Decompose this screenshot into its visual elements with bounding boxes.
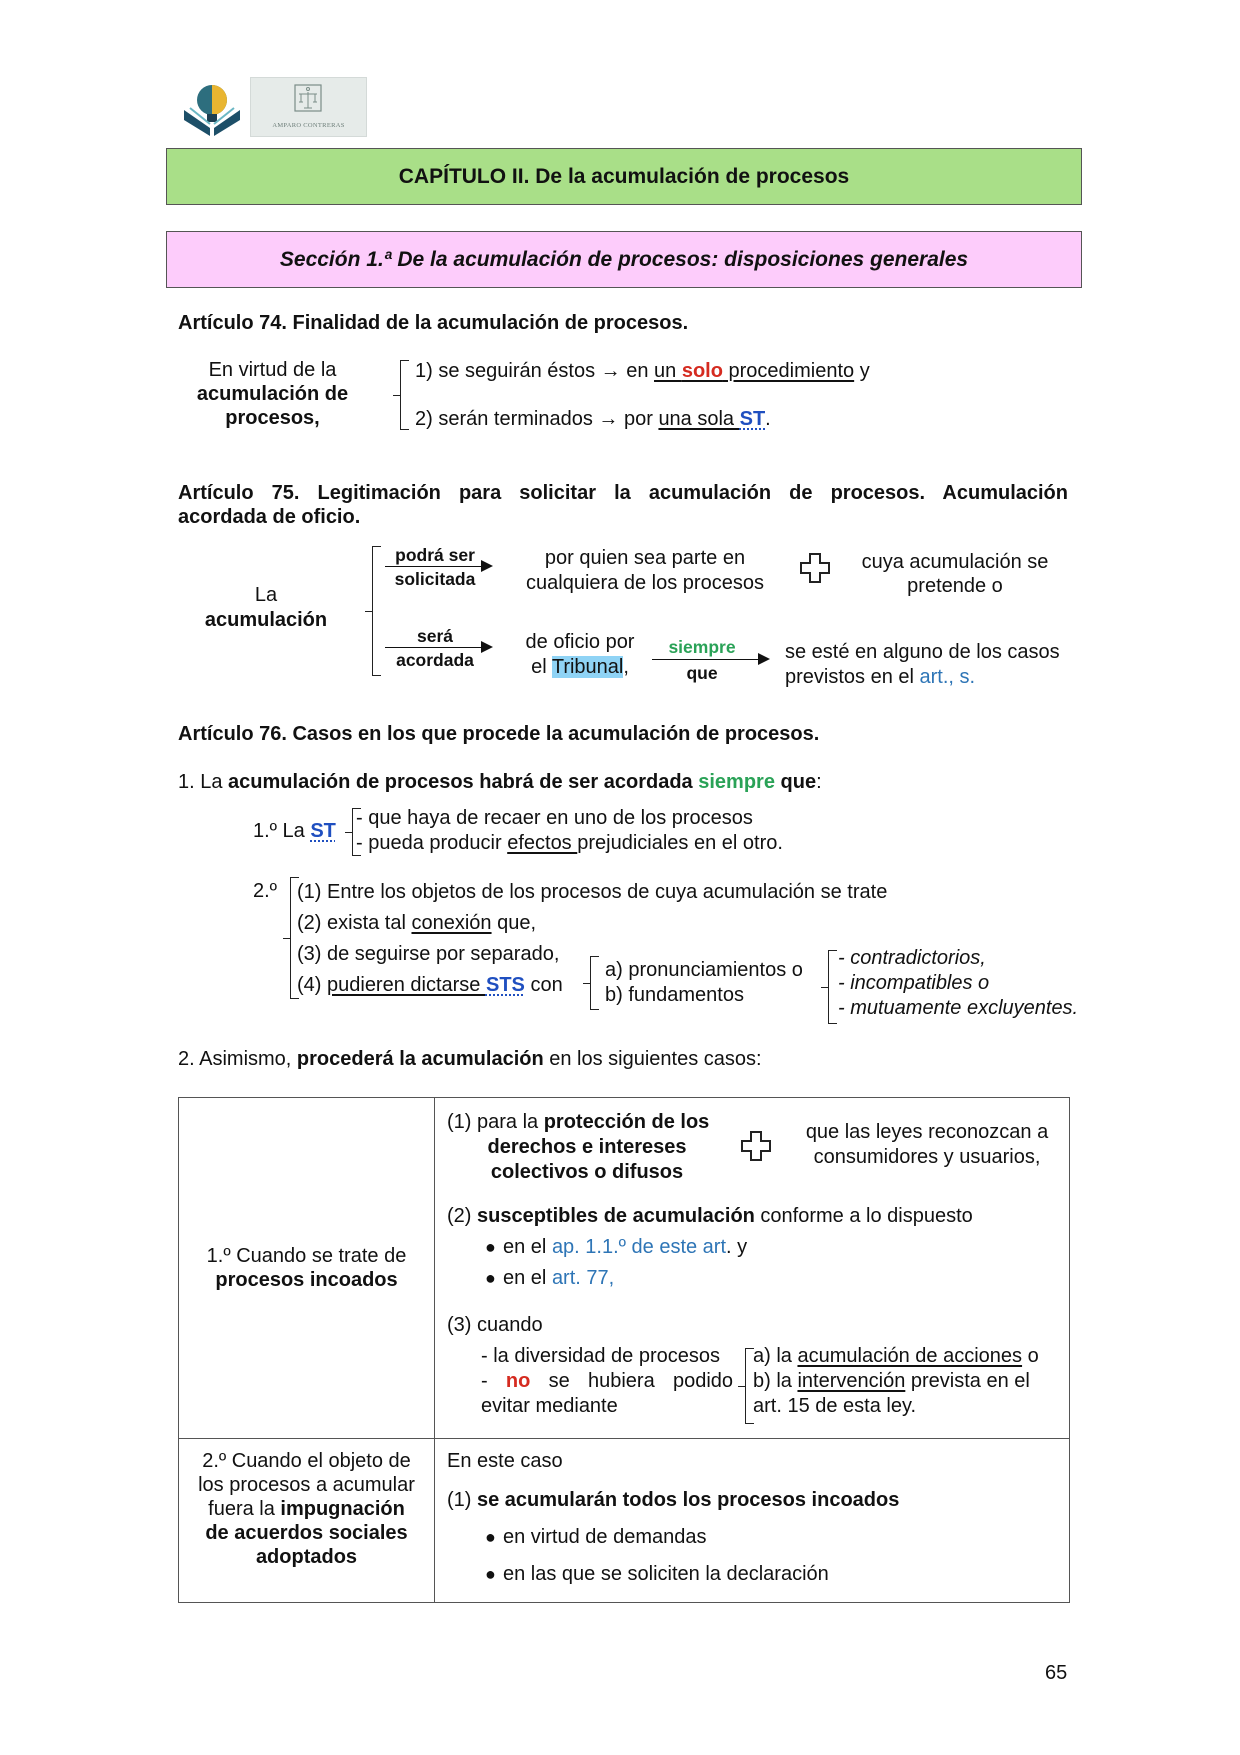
art74-item1: 1) se seguirán éstos → en un solo procedimiento y [415,360,870,382]
branch2-verb [385,624,485,672]
article-75-title-line1: Artículo 75. Legitimación para solicitar la acumulación de procesos. Acumulación [178,482,1068,504]
section-title: Sección 1.ª De la acumulación de procesos: disposiciones generales [166,231,1082,288]
branch2-text: de oficio por el Tribunal, [525,631,635,678]
scales-icon [294,84,322,112]
r1-bullet-1: ● en el ap. 1.1.º de este art. y [447,1235,1057,1260]
article-75-title-line2: acordada de oficio. [178,506,361,528]
art76-paragraph-1: 1. La acumulación de procesos habrá de ser acordada siempre que: [178,771,822,793]
condition-label [652,634,752,686]
r2-item1: (1) se acumularán todos los procesos incoados [447,1489,900,1511]
chapter-title: CAPÍTULO II. De la acumulación de procesos [166,148,1082,205]
plus-outline-icon [740,1130,772,1162]
r1-item1: (1) para la protección de los derechos e intereses colectivos o difusos que las leyes reconozcan a consumidores y usuarios, [447,1111,1049,1183]
branch1-right: cuya acumulación se pretende o [861,551,1049,597]
lightbulb-book-logo [180,80,244,138]
plus-outline-icon [799,552,831,584]
branch1-text: por quien sea parte en cualquiera de los procesos [526,547,764,594]
case1-lines: - que haya de recaer en uno de los procesos - pueda producir efectos prejudiciales en el otro. [356,807,783,854]
logo-text: AMPARO CONTRERAS [272,122,345,129]
bullet-icon: ● [485,1527,496,1547]
case2-sub-brace [590,956,599,1010]
article-link: art., s. [919,666,976,688]
r2-intro: En este caso [447,1450,563,1472]
branch1-bottom: solicitada [394,569,476,589]
row2-right-cell [435,1439,1070,1603]
tribunal-highlight: Tribunal [551,656,624,678]
condition-arrow-icon [652,659,758,660]
article-74-title: Artículo 74. Finalidad de la acumulación de procesos. [178,312,689,334]
branch1-arrow-icon [385,566,481,567]
case2-label: 2.º [253,880,277,902]
art76-paragraph-2: 2. Asimismo, procederá la acumulación en los siguientes casos: [178,1048,762,1070]
art75-left-line1: La [254,584,278,606]
r2-bullet-2: ● en las que se soliciten la declaración [447,1562,1057,1587]
r2-bullet-1: ● en virtud de demandas [447,1525,1057,1550]
bullet-icon: ● [485,1564,496,1584]
cases-table [178,1097,1070,1603]
art74-item2: 2) serán terminados → por una sola ST. [415,408,771,430]
branch2-arrow-icon [385,647,481,648]
branch2-top: será [416,626,453,646]
art74-left-line2: acumulación de [196,383,349,405]
r1-item3-detail: - la diversidad de procesos - no se hubiera podido evitar mediante a) la acumulación de acciones o b) la intervención prevista en el art. 15 de esta ley. [447,1344,1057,1424]
branch1-verb [385,543,485,591]
bullet-icon: ● [485,1237,496,1257]
condition-bottom: que [686,663,718,683]
bullet-icon: ● [485,1268,496,1288]
table-row [179,1439,1070,1603]
art74-left-line3: procesos, [225,407,320,429]
row2-left-cell: 2.º Cuando el objeto de los procesos a acumular fuera la impugnación de acuerdos sociales adoptados [179,1439,435,1603]
r1-bullet-2: ● en el art. 77, [447,1266,1057,1291]
table-row [179,1098,1070,1439]
art74-brace [400,360,409,430]
row1-right-cell [435,1098,1070,1439]
case2-adj-brace [828,950,837,1024]
row1-left-cell: 1.º Cuando se trate de procesos incoados [179,1098,435,1439]
r1-item3: (3) cuando [447,1314,543,1336]
art74-left-label [180,358,365,430]
case2-lines: (1) Entre los objetos de los procesos de cuya acumulación se trate (2) exista tal conexión que, (3) de seguirse por separado, (4) pudieren dictarse STS con [297,881,888,996]
st-abbr: ST [739,408,766,430]
branch1-top: podrá ser [395,545,475,565]
case2-adjectives: - contradictorios, - incompatibles o - mutuamente excluyentes. [838,947,1079,1019]
branch2-bottom: acordada [396,650,474,670]
condition-top: siempre [668,637,736,657]
art75-left-line2: acumulación [204,609,328,631]
case1-label: 1.º La ST [253,820,336,842]
case2-sub: a) pronunciamientos o b) fundamentos [605,959,803,1006]
page-number: 65 [1045,1662,1068,1684]
article-76-title: Artículo 76. Casos en los que procede la acumulación de procesos. [178,723,820,745]
art75-left-label [190,583,342,633]
amparo-contreras-logo [250,77,367,137]
art75-brace [372,546,381,676]
branch2-right: se esté en alguno de los casos previstos en el art., s. [785,641,1060,688]
art74-left-line1: En virtud de la [208,359,337,381]
r1-item2: (2) susceptibles de acumulación conforme a lo dispuesto [447,1205,973,1227]
